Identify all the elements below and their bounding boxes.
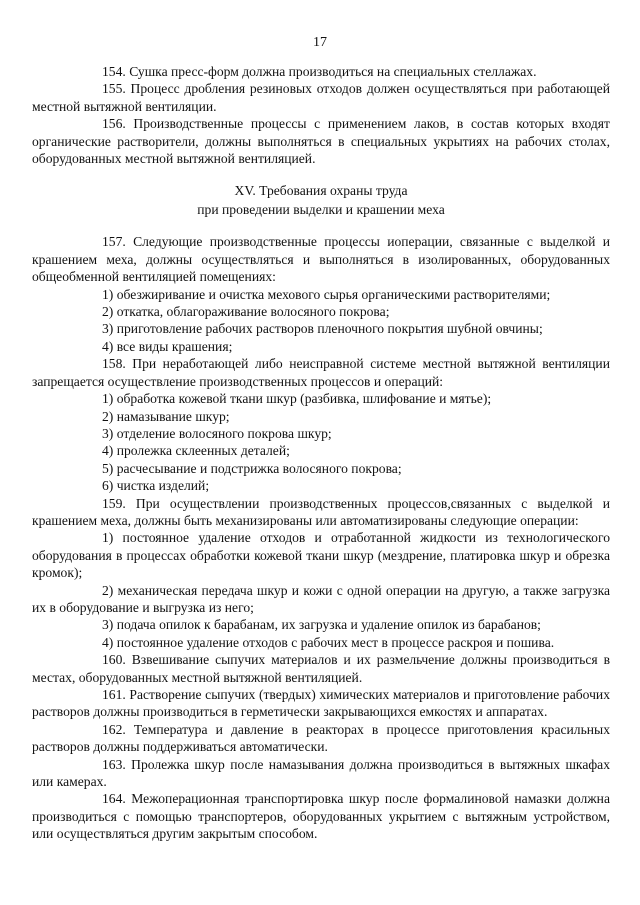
- page-content: [32, 63, 610, 843]
- section-heading-line-1: XV. Требования охраны труда: [234, 183, 408, 199]
- list-item: 3) отделение волосяного покрова шкур;: [102, 425, 332, 441]
- section-heading: [32, 182, 610, 219]
- list-item: 1) постоянное удаление отходов и отработанной жидкости из технологического оборудования в процессах обработки кожевой ткани шкур (мездрение, платировка шкур и обрезка кромок);: [32, 530, 610, 581]
- list-item: 2) намазывание шкур;: [102, 408, 230, 424]
- section-heading-line-2: при проведении выделки и крашении меха: [197, 201, 445, 217]
- list-item: 2) откатка, облагораживание волосяного покрова;: [102, 304, 390, 320]
- paragraph-159: 159. При осуществлении производственных процессов,связанных с выделкой и крашением меха, должны быть механизированы или автоматизированы следующие операции:: [32, 495, 610, 528]
- paragraph-163: 163. Пролежка шкур после намазывания должна производиться в вытяжных шкафах или камерах.: [32, 756, 610, 790]
- list-item: 2) механическая передача шкур и кожи с одной операции на другую, а также загрузка их в оборудование и выгрузка из него;: [32, 582, 610, 615]
- list-item: 4) все виды крашения;: [102, 338, 233, 354]
- list-item: 3) подача опилок к барабанам, их загрузка и удаление опилок из барабанов;: [102, 617, 541, 633]
- paragraph-162: 162. Температура и давление в реакторах в процессе приготовления красильных растворов должны поддерживаться автоматически.: [32, 721, 610, 755]
- page-number: 17: [313, 35, 327, 50]
- paragraph-160: 160. Взвешивание сыпучих материалов и их размельчение должны производиться в местах, оборудованных местной вытяжной вентиляцией.: [32, 652, 610, 685]
- list-item: 4) пролежка склеенных деталей;: [102, 443, 290, 459]
- paragraph-161: 161. Растворение сыпучих (твердых) химических материалов и приготовление рабочих растворов должны производиться в герметически закрывающихся емкостях и аппаратах.: [32, 687, 610, 720]
- list-item: 4) постоянное удаление отходов с рабочих мест в процессе раскроя и пошива.: [102, 634, 555, 650]
- paragraph-155: 155. Процесс дробления резиновых отходов должен осуществляться при работающей местной вытяжной вентиляции.: [32, 81, 610, 114]
- paragraph-157: 157. Следующие производственные процессы иоперации, связанные с выделкой и крашением меха, должны осуществляться и выполняться в изолированных, оборудованных общеобменной вентиляцией помещениях:: [32, 234, 610, 285]
- list-item: 6) чистка изделий;: [102, 478, 210, 494]
- list-item: 5) расчесывание и подстрижка волосяного покрова;: [102, 460, 402, 476]
- paragraph-158: 158. При неработающей либо неисправной системе местной вытяжной вентиляции запрещается осуществление производственных процессов и операций:: [32, 356, 610, 389]
- paragraph-154: 154. Сушка пресс-форм должна производиться на специальных стеллажах.: [102, 64, 537, 79]
- paragraph-156: 156. Производственные процессы с применением лаков, в состав которых входят органические растворители, должны выполняться в специальных укрытиях на рабочих столах, оборудованных местной вытяжной вентиляцией.: [32, 116, 610, 167]
- list-item: 3) приготовление рабочих растворов пленочного покрытия шубной овчины;: [102, 321, 543, 337]
- paragraph-164: 164. Межоперационная транспортировка шкур после формалиновой намазки должна производиться с помощью транспортеров, оборудованных укрытием с вытяжным устройством, или осуществляться другим закрытым способом.: [32, 791, 610, 842]
- list-item: 1) обезжиривание и очистка мехового сырья органическими растворителями;: [102, 286, 551, 302]
- list-item: 1) обработка кожевой ткани шкур (разбивка, шлифование и мятье);: [102, 391, 492, 407]
- section-body: [32, 233, 610, 842]
